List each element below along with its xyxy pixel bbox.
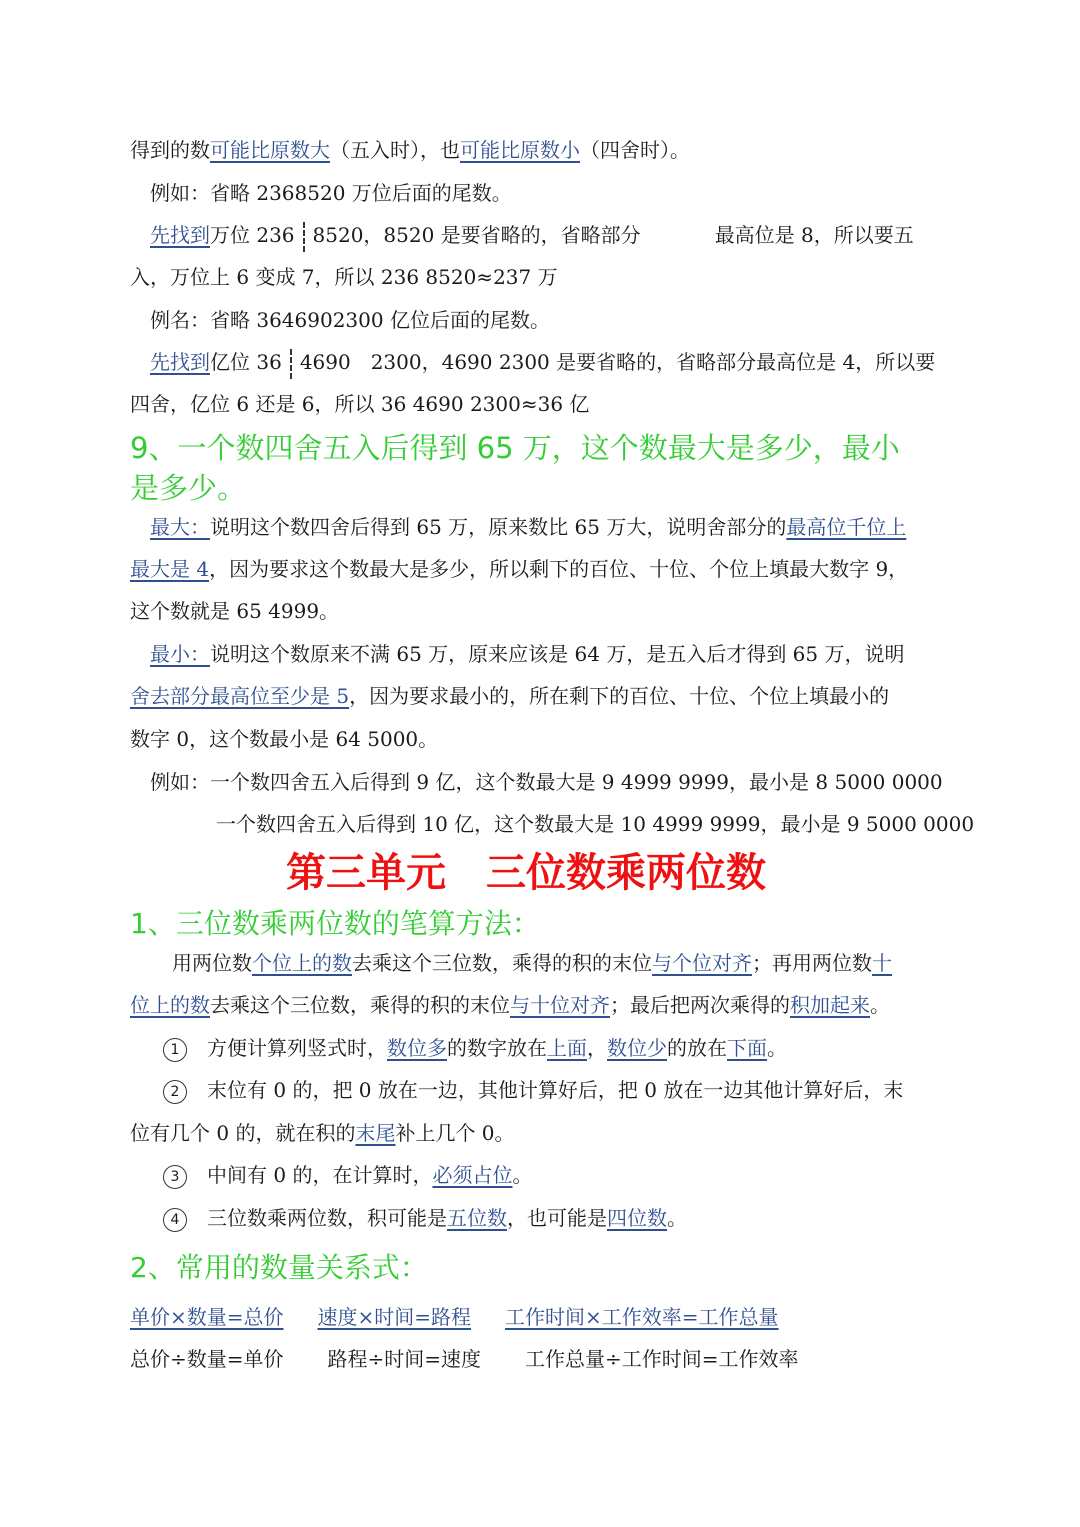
split-marker [303, 222, 305, 252]
text-line: 这个数就是 65 4999。 [130, 599, 340, 623]
underlined-phrase: 可能比原数大 [210, 138, 330, 162]
text-line: 最大是 4，因为要求这个数最大是多少，所以剩下的百位、十位、个位上填最大数字 9， [130, 557, 909, 581]
list-item: 4 三位数乘两位数，积可能是五位数，也可能是四位数。 [163, 1203, 687, 1233]
underlined-phrase: 下面 [727, 1036, 767, 1060]
underlined-phrase: 五位数 [447, 1206, 507, 1230]
list-item: 3 中间有 0 的，在计算时，必须占位。 [163, 1160, 532, 1190]
underlined-phrase: 先找到 [150, 223, 210, 247]
formula: 速度×时间=路程 [317, 1305, 472, 1329]
underlined-phrase: 数位少 [607, 1036, 667, 1060]
underlined-phrase: 个位上的数 [252, 951, 352, 975]
unit-title: 第三单元 三位数乘两位数 [286, 850, 766, 896]
formula: 单价×数量=总价 [130, 1305, 284, 1329]
example-line: 例如：省略 2368520 万位后面的尾数。 [150, 181, 512, 205]
circled-number: 1 [163, 1038, 187, 1062]
text-line: 数字 0，这个数最小是 64 5000。 [130, 727, 439, 751]
section-heading: 1、三位数乘两位数的笔算方法： [130, 907, 540, 940]
text-line: 用两位数个位上的数去乘这个三位数，乘得的积的末位与个位对齐；再用两位数十 [172, 951, 892, 975]
underlined-phrase: 最大是 4 [130, 557, 210, 581]
list-item: 1 方便计算列竖式时，数位多的数字放在上面，数位少的放在下面。 [163, 1033, 787, 1063]
text-line: 最小：说明这个数原来不满 65 万，原来应该是 64 万，是五入后才得到 65 万，说明 [150, 642, 905, 666]
underlined-phrase: 位上的数 [130, 993, 210, 1017]
formula: 总价÷数量=单价 [130, 1347, 284, 1371]
formula: 工作总量÷工作时间=工作效率 [525, 1347, 799, 1371]
circled-number: 4 [163, 1208, 187, 1232]
underlined-phrase: 最小： [150, 642, 210, 666]
example-line: 例如：一个数四舍五入后得到 9 亿，这个数最大是 9 4999 9999，最小是 8 5000 0000 [150, 770, 943, 794]
section-heading: 2、常用的数量关系式： [130, 1251, 428, 1284]
text-line: 先找到亿位 36 4690 2300，4690 2300 是要省略的，省略部分最高位是 4，所以要 [150, 347, 935, 379]
text-line: 入，万位上 6 变成 7，所以 236 8520≈237 万 [130, 265, 558, 289]
example-line: 例名：省略 3646902300 亿位后面的尾数。 [150, 308, 550, 332]
underlined-phrase: 舍去部分最高位至少是 5 [130, 684, 350, 708]
formula-row [130, 1344, 799, 1374]
text-line: 位上的数去乘这个三位数，乘得的积的末位与十位对齐；最后把两次乘得的积加起来。 [130, 993, 890, 1017]
underlined-phrase: 先找到 [150, 350, 210, 374]
text-line: 得到的数可能比原数大（五入时），也可能比原数小（四舍时）。 [130, 138, 690, 162]
circled-number: 3 [163, 1165, 187, 1189]
split-marker [290, 349, 292, 379]
underlined-phrase: 必须占位 [432, 1163, 513, 1187]
text-line: 舍去部分最高位至少是 5，因为要求最小的，所在剩下的百位、十位、个位上填最小的 [130, 684, 890, 708]
text-line: 四舍，亿位 6 还是 6，所以 36 4690 2300≈36 亿 [130, 392, 590, 416]
formula-row [130, 1302, 779, 1332]
list-item: 2 末位有 0 的，把 0 放在一边，其他计算好后，把 0 放在一边其他计算好后，末 [163, 1075, 903, 1105]
underlined-phrase: 末尾 [355, 1121, 396, 1145]
underlined-phrase: 四位数 [607, 1206, 667, 1230]
underlined-phrase: 可能比原数小 [460, 138, 580, 162]
text-line: 先找到万位 236 8520，8520 是要省略的，省略部分 最高位是 8，所以要五 [150, 220, 914, 252]
text-line: 最大：说明这个数四舍后得到 65 万，原来数比 65 万大，说明舍部分的最高位千位上 [150, 515, 907, 539]
underlined-phrase: 最大： [150, 515, 210, 539]
underlined-phrase: 十 [872, 951, 892, 975]
underlined-phrase: 与十位对齐 [510, 993, 610, 1017]
underlined-phrase: 最高位千位上 [786, 515, 907, 539]
question-heading-cont: 是多少。 [130, 471, 247, 505]
circled-number: 2 [163, 1080, 187, 1104]
formula: 路程÷时间=速度 [327, 1347, 482, 1371]
underlined-phrase: 积加起来 [790, 993, 870, 1017]
underlined-phrase: 数位多 [387, 1036, 447, 1060]
example-line: 一个数四舍五入后得到 10 亿，这个数最大是 10 4999 9999，最小是 9 5000 0000 [216, 812, 975, 836]
underlined-phrase: 上面 [547, 1036, 587, 1060]
formula: 工作时间×工作效率=工作总量 [505, 1305, 779, 1329]
underlined-phrase: 与个位对齐 [652, 951, 752, 975]
text-line: 位有几个 0 的，就在积的末尾补上几个 0。 [130, 1121, 515, 1145]
question-heading: 9、一个数四舍五入后得到 65 万，这个数最大是多少，最小 [130, 431, 900, 465]
